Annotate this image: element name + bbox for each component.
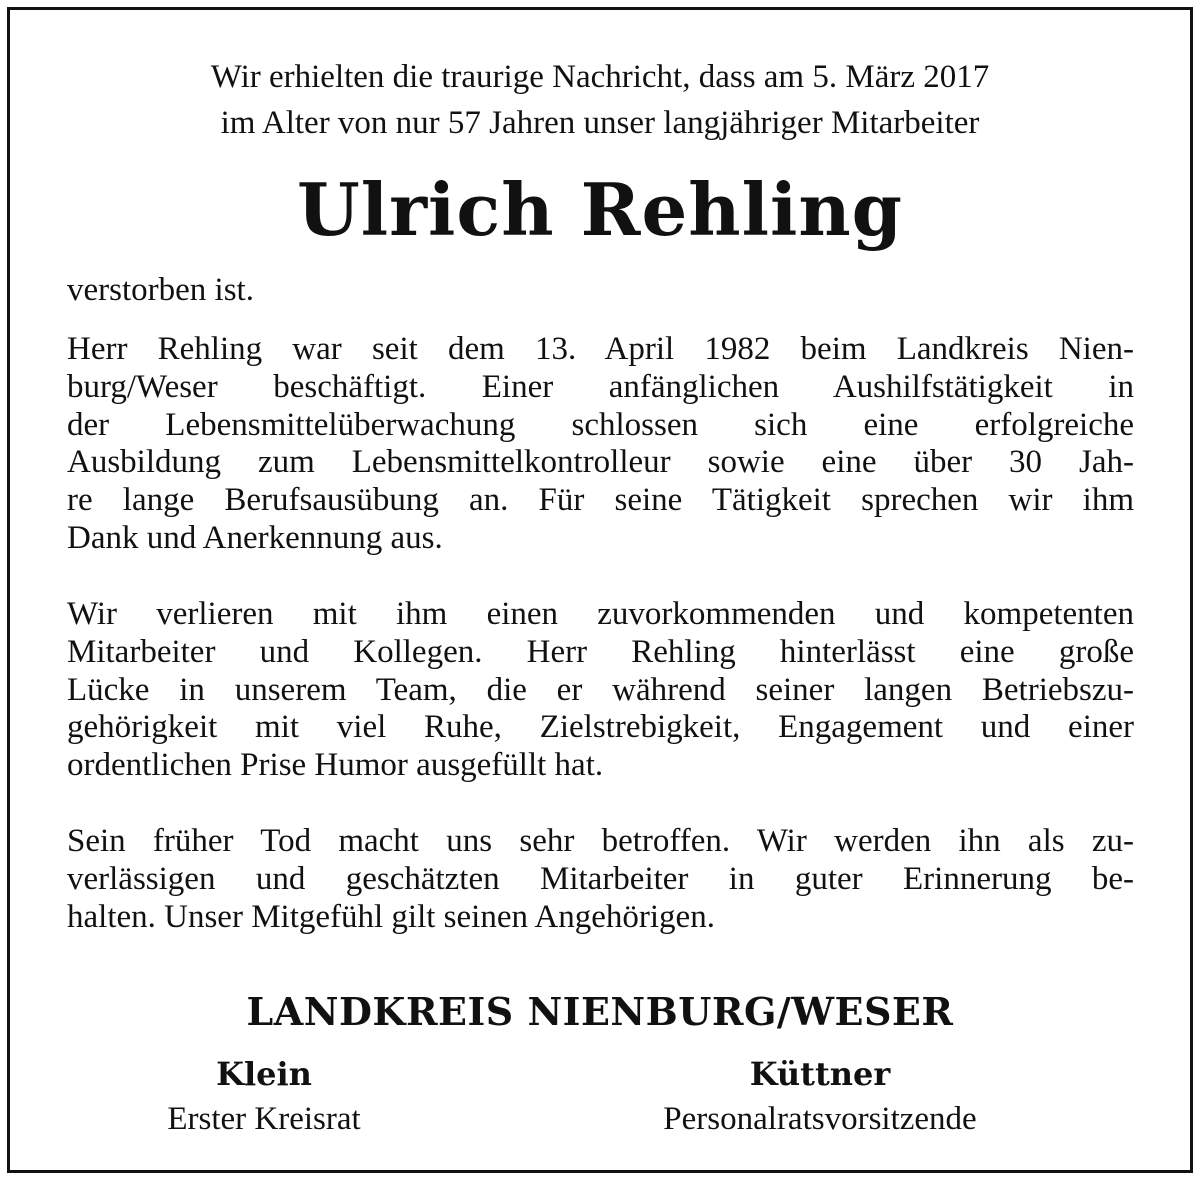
intro-line: im Alter von nur 57 Jahren unser langjähriger Mitarbeiter [220, 105, 980, 141]
signatory-role: Erster Kreisrat [167, 1101, 361, 1137]
text-line: Ausbildung zum Lebensmittelkontrolleur sowie eine über 30 Jah- [67, 444, 1134, 481]
signatory-role: Personalratsvorsitzende [663, 1101, 977, 1137]
text-line: ordentlichen Prise Humor ausgefüllt hat. [67, 747, 604, 784]
organization-name: LANDKREIS NIENBURG/WESER [246, 989, 954, 1034]
text-line: verlässigen und geschätzten Mitarbeiter in guter Erinnerung be- [67, 860, 1134, 897]
paragraph-condolence [67, 823, 1134, 936]
text-line: Lücke in unserem Team, die er während seiner langen Betriebszu- [67, 671, 1134, 708]
text-line: re lange Berufsausübung an. Für seine Tätigkeit sprechen wir ihm [67, 482, 1134, 519]
text-line: Wir verlieren mit ihm einen zuvorkommenden und kompetenten [67, 596, 1134, 632]
text-line: Herr Rehling war seit dem 13. April 1982 beim Landkreis Nien- [67, 331, 1134, 367]
text-line: burg/Weser beschäftigt. Einer anfänglichen Aushilfstätigkeit in [67, 368, 1134, 405]
paragraph-colleague [67, 596, 1134, 785]
text-line: Sein früher Tod macht uns sehr betroffen. Wir werden ihn als zu- [67, 823, 1134, 859]
text-line: Mitarbeiter und Kollegen. Herr Rehling hinterlässt eine große [67, 633, 1134, 670]
signatory-left [84, 1052, 444, 1142]
intro-line: Wir erhielten die traurige Nachricht, dass am 5. März 2017 [210, 59, 990, 95]
signatory-name: Klein [216, 1055, 312, 1093]
text-line: halten. Unser Mitgefühl gilt seinen Angehörigen. [67, 898, 715, 935]
deceased-name: Ulrich Rehling [296, 167, 904, 252]
text-line: der Lebensmittelüberwachung schlossen sich eine erfolgreiche [67, 406, 1134, 443]
passed-away-text [67, 272, 1134, 310]
text-line: gehörigkeit mit viel Ruhe, Zielstrebigkeit, Engagement und einer [67, 709, 1134, 746]
signatory-name: Küttner [749, 1055, 891, 1093]
intro-text [0, 54, 1200, 146]
text-line: Dank und Anerkennung aus. [67, 519, 443, 556]
paragraph-employment [67, 331, 1134, 558]
signatory-right [570, 1052, 1070, 1142]
text-line: verstorben ist. [67, 272, 254, 308]
